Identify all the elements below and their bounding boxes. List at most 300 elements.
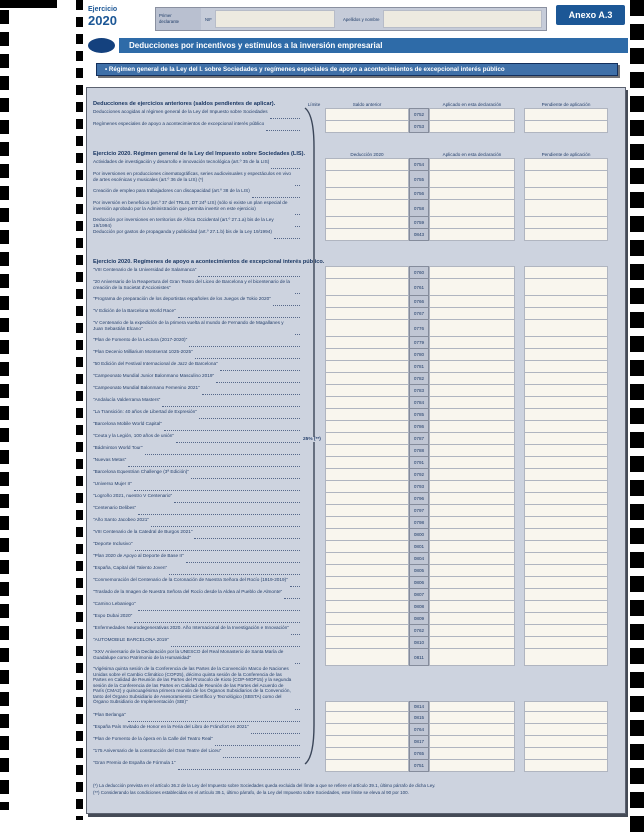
column-gap — [515, 372, 524, 384]
dotted-leader — [134, 618, 300, 623]
field-cell — [429, 336, 515, 348]
code-cell — [409, 711, 429, 723]
code-cell — [409, 278, 429, 295]
section-title: Ejercicio 2020. Régimen general de la Ley del Impuesto sobre Sociedades (LIS). — [93, 151, 306, 157]
code-box: 0805 — [409, 564, 429, 577]
deduction-row — [93, 360, 619, 372]
column-gap — [515, 295, 524, 307]
code-box: 0787 — [409, 432, 429, 445]
field-deduccion-2020-0761[interactable] — [325, 278, 409, 296]
footnotes — [93, 783, 619, 797]
field-cell — [524, 723, 608, 735]
field-cell — [524, 456, 608, 468]
field-cell — [524, 408, 608, 420]
field-cell — [325, 278, 409, 295]
field-cell — [429, 120, 515, 132]
row-label-text: "Barcelona Equestrian Challenge (3ª Edición)" — [93, 469, 190, 475]
field-cell — [429, 564, 515, 576]
row-label — [93, 319, 303, 336]
column-gap — [515, 624, 524, 636]
column-gap — [515, 360, 524, 372]
dotted-leader — [220, 366, 300, 371]
dotted-leader — [199, 414, 300, 419]
ejercicio-label: Ejercicio — [88, 6, 118, 13]
field-cell — [429, 504, 515, 516]
row-label — [93, 735, 303, 747]
code-cell — [409, 665, 429, 711]
field-cell — [325, 420, 409, 432]
field-cell — [325, 228, 409, 240]
deduction-row — [93, 528, 619, 540]
code-cell — [409, 120, 429, 132]
field-cell — [429, 612, 515, 624]
field-cell — [429, 372, 515, 384]
code-box: 0785 — [409, 408, 429, 421]
field-cell — [325, 216, 409, 228]
field-deduccion-2020-0843[interactable] — [325, 228, 409, 241]
code-box: 0784 — [409, 396, 429, 409]
field-cell — [325, 319, 409, 336]
code-box: 0754 — [409, 158, 429, 171]
field-cell — [429, 187, 515, 199]
code-box: 0798 — [409, 516, 429, 529]
code-cell — [409, 576, 429, 588]
code-cell — [409, 307, 429, 319]
field-cell — [524, 480, 608, 492]
declarante-label-line1: Primer — [159, 13, 172, 19]
field-cell — [524, 199, 608, 216]
code-box: 0753 — [409, 120, 429, 133]
column-gap — [515, 588, 524, 600]
apellidos-cell — [339, 8, 546, 30]
row-label — [93, 396, 303, 408]
field-cell — [429, 108, 515, 120]
field-cell — [524, 528, 608, 540]
inner-dashed-line — [76, 0, 83, 820]
deduction-row — [93, 216, 619, 228]
field-cell — [524, 636, 608, 648]
column-gap — [515, 199, 524, 216]
row-label — [93, 648, 303, 665]
deduction-row — [93, 420, 619, 432]
field-deduccion-2020-0751[interactable] — [325, 759, 409, 772]
row-label — [93, 408, 303, 420]
row-label — [93, 199, 303, 216]
field-deduccion-2020-0755[interactable] — [325, 170, 409, 188]
code-box: 0797 — [409, 504, 429, 517]
row-label — [93, 432, 303, 444]
section-title: Deducciones de ejercicios anteriores (saldos pendientes de aplicar). — [93, 101, 276, 107]
deduction-row — [93, 492, 619, 504]
field-cell — [524, 540, 608, 552]
row-label-text: "Gran Premio de España de Fórmula 1" — [93, 760, 176, 766]
row-label — [93, 759, 303, 771]
column-header: Pendiente de aplicación — [541, 152, 591, 157]
code-cell — [409, 540, 429, 552]
dotted-leader — [295, 181, 300, 186]
field-cell — [325, 396, 409, 408]
field-cell — [325, 540, 409, 552]
column-gap — [515, 492, 524, 504]
dotted-leader — [215, 741, 300, 746]
field-aplicado-0776[interactable] — [429, 319, 515, 337]
field-pendiente-0811[interactable] — [524, 648, 608, 666]
title-bar — [86, 37, 628, 54]
dotted-leader — [251, 729, 300, 734]
code-cell — [409, 747, 429, 759]
code-box: 0780 — [409, 348, 429, 361]
field-cell — [524, 158, 608, 170]
row-label — [93, 492, 303, 504]
field-cell — [429, 266, 515, 278]
dotted-leader — [138, 606, 300, 611]
row-label-text: Por inversión en beneficios (art.º 37 del TRLIS, DT 24ª LIS) (sólo si existe un plan especial de inversión aprobado por la Administración que permita invertir en este ejercicio) — [93, 200, 288, 211]
row-label — [93, 600, 303, 612]
field-cell — [524, 319, 608, 336]
code-cell — [409, 295, 429, 307]
row-label — [93, 576, 303, 588]
field-cell — [524, 120, 608, 132]
field-saldo-anterior-0753[interactable] — [325, 120, 409, 133]
field-cell — [325, 336, 409, 348]
deduction-row — [93, 295, 619, 307]
field-cell — [524, 360, 608, 372]
field-cell — [524, 564, 608, 576]
field-pendiente-0761[interactable] — [524, 278, 608, 296]
column-gap — [515, 636, 524, 648]
code-cell — [409, 504, 429, 516]
field-cell — [429, 528, 515, 540]
field-pendiente-0755[interactable] — [524, 170, 608, 188]
field-aplicado-0758[interactable] — [429, 199, 515, 217]
row-label — [93, 158, 303, 170]
code-box: 0755 — [409, 170, 429, 188]
column-gap — [515, 735, 524, 747]
code-cell — [409, 444, 429, 456]
deduction-row — [93, 552, 619, 564]
dotted-leader — [138, 510, 300, 515]
dotted-leader — [178, 765, 300, 770]
dotted-leader — [164, 426, 300, 431]
field-cell — [429, 158, 515, 170]
row-label-text: "Traslado de la Imagen de Nuestra Señora del Rocío desde la Aldea al Pueblo de Almonte" — [93, 589, 283, 595]
row-label-text: "Ceuta y la Legión, 100 años de unión" — [93, 433, 174, 439]
limite-brace — [304, 107, 316, 765]
code-box: 0782 — [409, 372, 429, 385]
field-cell — [429, 759, 515, 771]
section-title: Ejercicio 2020. Regímenes de apoyo a acontecimientos de excepcional interés público. — [93, 259, 325, 266]
dotted-leader — [171, 642, 300, 647]
code-cell — [409, 588, 429, 600]
field-cell — [524, 170, 608, 187]
section-regimen-general-lis-2020 — [93, 144, 619, 240]
dotted-leader — [189, 342, 300, 347]
code-box: 0764 — [409, 723, 429, 736]
row-label-text: "V Centenario de la expedición de la primera vuelta al mundo de Fernando de Magallanes y Juan Sebastián Elcano" — [93, 320, 284, 331]
field-cell — [524, 432, 608, 444]
code-box: 0810 — [409, 636, 429, 649]
code-box: 0779 — [409, 336, 429, 349]
nif-label: NIF — [205, 16, 212, 22]
field-cell — [429, 492, 515, 504]
row-label-text: "Bádminton World Tour" — [93, 445, 143, 451]
declarante-label-line2: declarante — [159, 19, 180, 24]
field-cell — [429, 588, 515, 600]
field-cell — [524, 504, 608, 516]
title-ellipse-icon — [88, 38, 115, 53]
code-box: 0761 — [409, 278, 429, 296]
field-cell — [429, 319, 515, 336]
field-cell — [429, 600, 515, 612]
field-cell — [429, 648, 515, 665]
field-cell — [325, 108, 409, 120]
code-box: 0811 — [409, 648, 429, 666]
dotted-leader — [191, 474, 300, 479]
field-cell — [325, 456, 409, 468]
field-cell — [524, 348, 608, 360]
row-label — [93, 636, 303, 648]
deduction-row — [93, 266, 619, 278]
field-pendiente-0843[interactable] — [524, 228, 608, 241]
field-pendiente-0753[interactable] — [524, 120, 608, 133]
field-pendiente-0758[interactable] — [524, 199, 608, 217]
field-aplicado-0843[interactable] — [429, 228, 515, 241]
row-label — [93, 360, 303, 372]
sections — [93, 94, 619, 771]
field-cell — [325, 295, 409, 307]
row-label — [93, 108, 303, 120]
code-box: 0760 — [409, 266, 429, 279]
field-cell — [325, 504, 409, 516]
code-cell — [409, 723, 429, 735]
field-deduccion-2020-0758[interactable] — [325, 199, 409, 217]
code-cell — [409, 348, 429, 360]
deduction-row — [93, 665, 619, 711]
field-cell — [325, 552, 409, 564]
field-cell — [524, 516, 608, 528]
deduction-row — [93, 747, 619, 759]
field-cell — [325, 759, 409, 771]
field-deduccion-2020-0811[interactable] — [325, 648, 409, 666]
dotted-leader — [135, 546, 300, 551]
field-cell — [429, 516, 515, 528]
code-cell — [409, 360, 429, 372]
dotted-leader — [274, 234, 300, 239]
field-pendiente-0751[interactable] — [524, 759, 608, 772]
dotted-leader — [271, 164, 300, 169]
code-box: 0751 — [409, 759, 429, 772]
field-cell — [325, 747, 409, 759]
dotted-leader — [195, 354, 300, 359]
row-label — [93, 216, 303, 228]
field-aplicado-0811[interactable] — [429, 648, 515, 666]
code-cell — [409, 187, 429, 199]
left-registration-bar — [0, 10, 9, 810]
row-label — [93, 624, 303, 636]
row-label-text: "Plan de Fomento de la Lectura (2017-2020)" — [93, 337, 188, 343]
field-cell — [429, 295, 515, 307]
row-label-text: "Año Santo Jacobeo 2021" — [93, 517, 149, 523]
field-cell — [524, 612, 608, 624]
field-cell — [524, 228, 608, 240]
dotted-leader — [198, 272, 300, 277]
section-deducciones-ejercicios-anteriores — [93, 94, 619, 132]
deduction-row — [93, 348, 619, 360]
code-cell — [409, 759, 429, 771]
code-cell — [409, 624, 429, 636]
form-box — [86, 87, 626, 814]
nif-input[interactable] — [215, 10, 335, 28]
code-cell — [409, 420, 429, 432]
corner-registration-mark — [0, 0, 57, 8]
row-label-text: "Deporte Inclusivo" — [93, 541, 133, 547]
field-cell — [325, 348, 409, 360]
dotted-leader — [134, 486, 300, 491]
code-cell — [409, 612, 429, 624]
section-acontecimientos-excepcional-interes-publico-2020 — [93, 252, 619, 771]
column-gap — [515, 228, 524, 240]
field-cell — [325, 480, 409, 492]
row-label-text: "V Edición de la Barcelona World Race" — [93, 308, 176, 314]
dotted-leader — [284, 594, 300, 599]
column-gap — [515, 747, 524, 759]
row-label-text: "Vigésima quinta sesión de la Conferencia de las Partes de la Convención Marco de Naciones Unidas sobre el Cambio Climático (COP25), décimo quinta sesión de la Conferencia de las Partes en Calidad de Reunión de las Partes del Protocolo de Kioto (COP-MOP15) y la segunda sesión de la Conferencia de las Partes en Calidad de Reunión de las Partes del Acuerdo de París (CMA2) y quincuagésima primera reunión de los Órganos Subsidiarios de la Convención, tanto del Órgano Subsidiario de Asesoramiento Científico y Tecnológico (SBSTA) como del Órgano Subsidiario de Implementación (SBI)" — [93, 666, 292, 705]
code-cell — [409, 735, 429, 747]
code-box: 0752 — [409, 108, 429, 121]
row-label-text: Deducción por inversiones en territorios de África Occidental (art.º 27.1.a) bis de la Ley 19/1994) — [93, 217, 274, 228]
code-box: 0808 — [409, 600, 429, 613]
row-label — [93, 420, 303, 432]
anexo-badge: Anexo A.3 — [556, 5, 625, 25]
row-label-text: "Andalucía Valderrama Masters" — [93, 397, 161, 403]
row-label-text: "Centenario Delibes" — [93, 505, 137, 511]
row-label — [93, 228, 303, 240]
field-cell — [429, 360, 515, 372]
field-cell — [325, 468, 409, 480]
deduction-row — [93, 516, 619, 528]
section-header — [93, 94, 619, 108]
row-label — [93, 384, 303, 396]
field-cell — [524, 759, 608, 771]
apellidos-input[interactable] — [383, 10, 542, 28]
ejercicio-block — [88, 6, 117, 27]
field-aplicado-0755[interactable] — [429, 170, 515, 188]
row-label — [93, 187, 303, 199]
field-cell — [325, 648, 409, 665]
field-cell — [524, 600, 608, 612]
field-deduccion-2020-0776[interactable] — [325, 319, 409, 337]
column-gap — [515, 552, 524, 564]
field-cell — [429, 723, 515, 735]
deduction-row — [93, 319, 619, 336]
deduction-row — [93, 624, 619, 636]
section-header — [93, 252, 619, 266]
dotted-leader — [295, 210, 300, 215]
row-label-text: "VIII Centenario de la Catedral de Burgos 2021" — [93, 529, 193, 535]
field-cell — [325, 360, 409, 372]
dotted-leader — [223, 753, 300, 758]
field-cell — [325, 612, 409, 624]
field-cell — [325, 170, 409, 187]
field-aplicado-0761[interactable] — [429, 278, 515, 296]
deduction-row — [93, 307, 619, 319]
code-box: 0783 — [409, 384, 429, 397]
dotted-leader — [145, 450, 300, 455]
section-header — [93, 144, 619, 158]
field-cell — [524, 735, 608, 747]
row-label-text: "20 Aniversario de la Reapertura del Gran Teatro del Liceo de Barcelona y el bicentenario de la creación de la Societat d'Accionistes" — [93, 279, 291, 290]
column-header: Aplicado en esta declaración — [442, 152, 502, 157]
row-label — [93, 564, 303, 576]
field-cell — [325, 199, 409, 216]
column-gap — [515, 319, 524, 336]
ejercicio-year: 2020 — [88, 13, 117, 28]
column-gap — [515, 468, 524, 480]
row-label — [93, 612, 303, 624]
column-gap — [515, 278, 524, 295]
code-cell — [409, 456, 429, 468]
column-gap — [515, 528, 524, 540]
dotted-leader — [295, 289, 300, 294]
row-label — [93, 504, 303, 516]
field-cell — [524, 444, 608, 456]
code-cell — [409, 199, 429, 216]
field-aplicado-0753[interactable] — [429, 120, 515, 133]
field-cell — [524, 336, 608, 348]
code-cell — [409, 108, 429, 120]
column-gap — [515, 216, 524, 228]
field-aplicado-0751[interactable] — [429, 759, 515, 772]
field-cell — [429, 384, 515, 396]
code-cell — [409, 528, 429, 540]
row-label — [93, 170, 303, 187]
row-label — [93, 266, 303, 278]
code-cell — [409, 564, 429, 576]
code-box: 0776 — [409, 319, 429, 337]
row-label — [93, 723, 303, 735]
row-label-text: "La Transición: 40 años de Libertad de Expresión" — [93, 409, 197, 415]
column-header: Límite — [307, 102, 321, 107]
deduction-row — [93, 576, 619, 588]
code-box: 0843 — [409, 228, 429, 241]
row-label-text: "AUTOMOBILE BARCELONA 2019" — [93, 637, 169, 643]
row-label — [93, 516, 303, 528]
row-label-text: Regímenes especiales de apoyo a acontecimientos de excepcional interés público — [93, 121, 265, 126]
row-label-text: "Conmemoración del Centenario de la Coronación de Nuestra Señora del Rocío (1919-2019)" — [93, 577, 288, 583]
field-cell — [429, 735, 515, 747]
row-label — [93, 456, 303, 468]
column-header: Deducción 2020 — [350, 152, 384, 157]
row-label-text: "Campeonato Mundial Junior Balonmano Masculino 2019" — [93, 373, 215, 379]
row-label — [93, 348, 303, 360]
code-cell — [409, 170, 429, 187]
field-cell — [325, 187, 409, 199]
field-cell — [429, 552, 515, 564]
deduction-row — [93, 158, 619, 170]
code-cell — [409, 266, 429, 278]
dotted-leader — [169, 570, 300, 575]
column-gap — [515, 480, 524, 492]
field-cell — [325, 528, 409, 540]
field-cell — [325, 711, 409, 723]
dotted-leader — [295, 330, 300, 335]
field-cell — [325, 636, 409, 648]
dotted-leader — [202, 390, 300, 395]
field-cell — [429, 278, 515, 295]
field-pendiente-0776[interactable] — [524, 319, 608, 337]
row-label-text: "VIII Centenario de la Universidad de Salamanca" — [93, 267, 197, 273]
field-cell — [524, 216, 608, 228]
